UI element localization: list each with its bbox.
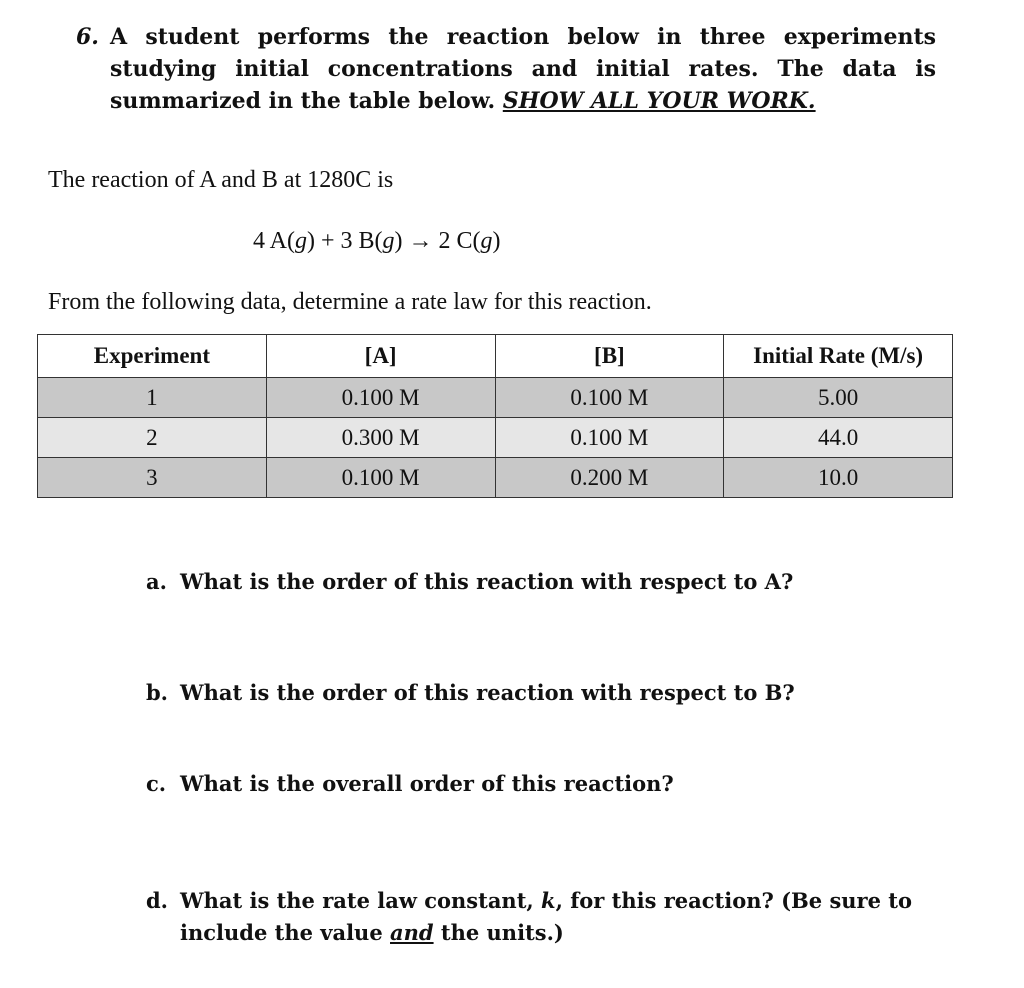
cell-experiment: 1 [38, 378, 267, 418]
show-work-emphasis: SHOW ALL YOUR WORK. [502, 88, 816, 114]
subquestion-d-part3: the units.) [440, 920, 564, 945]
question-header [76, 21, 936, 117]
cell-conc-b: 0.200 M [495, 458, 724, 498]
eq-part: ) → 2 C( [394, 228, 481, 254]
rate-constant-symbol: k [541, 888, 556, 913]
header-conc-a: [A] [266, 335, 495, 378]
eq-part: ) [492, 228, 501, 254]
eq-phase: g [480, 228, 493, 254]
table-row [38, 378, 953, 418]
eq-phase: g [295, 228, 307, 254]
subquestion-text: What is the overall order of this reaction? [180, 771, 674, 796]
reaction-intro: The reaction of A and B at 1280C is [48, 167, 394, 193]
cell-conc-b: 0.100 M [495, 378, 724, 418]
cell-conc-a: 0.300 M [266, 418, 495, 458]
cell-experiment: 2 [38, 418, 267, 458]
subquestion-a [146, 566, 916, 598]
subquestion-text: What is the order of this reaction with respect to B? [180, 680, 795, 705]
header-conc-b: [B] [495, 335, 724, 378]
table-row [38, 418, 953, 458]
question-text [110, 21, 936, 117]
instruction-text: From the following data, determine a rate law for this reaction. [48, 289, 652, 315]
data-table [37, 334, 953, 498]
subquestion-c [146, 768, 916, 800]
subquestion-letter: d. [146, 888, 168, 913]
cell-rate: 10.0 [724, 458, 953, 498]
and-emphasis: and [390, 920, 434, 945]
table-header-row [38, 335, 953, 378]
header-initial-rate: Initial Rate (M/s) [724, 335, 953, 378]
question-number: 6. [76, 24, 99, 50]
subquestion-d-part1: What is the rate law constant, [180, 888, 534, 913]
cell-conc-a: 0.100 M [266, 378, 495, 418]
cell-conc-a: 0.100 M [266, 458, 495, 498]
table-row [38, 458, 953, 498]
cell-conc-b: 0.100 M [495, 418, 724, 458]
subquestion-text: What is the order of this reaction with respect to A? [180, 569, 794, 594]
subquestion-letter: b. [146, 680, 168, 705]
header-experiment: Experiment [38, 335, 267, 378]
cell-experiment: 3 [38, 458, 267, 498]
subquestion-b [146, 677, 916, 709]
eq-part: ) + 3 B( [307, 228, 383, 254]
cell-rate: 44.0 [724, 418, 953, 458]
eq-phase: g [382, 228, 395, 254]
subquestion-d-part2: , for this reaction? (Be sure to include the value [180, 888, 912, 945]
subquestion-text [180, 885, 916, 949]
question-body: A student performs the reaction below in three experiments studying initial concentrations and initial rates. The data is summarized in the table below. [110, 24, 936, 114]
eq-part: 4 A( [253, 228, 295, 254]
reaction-equation [253, 228, 501, 255]
subquestion-d [146, 885, 916, 949]
subquestion-letter: c. [146, 771, 167, 796]
cell-rate: 5.00 [724, 378, 953, 418]
subquestion-letter: a. [146, 569, 167, 594]
